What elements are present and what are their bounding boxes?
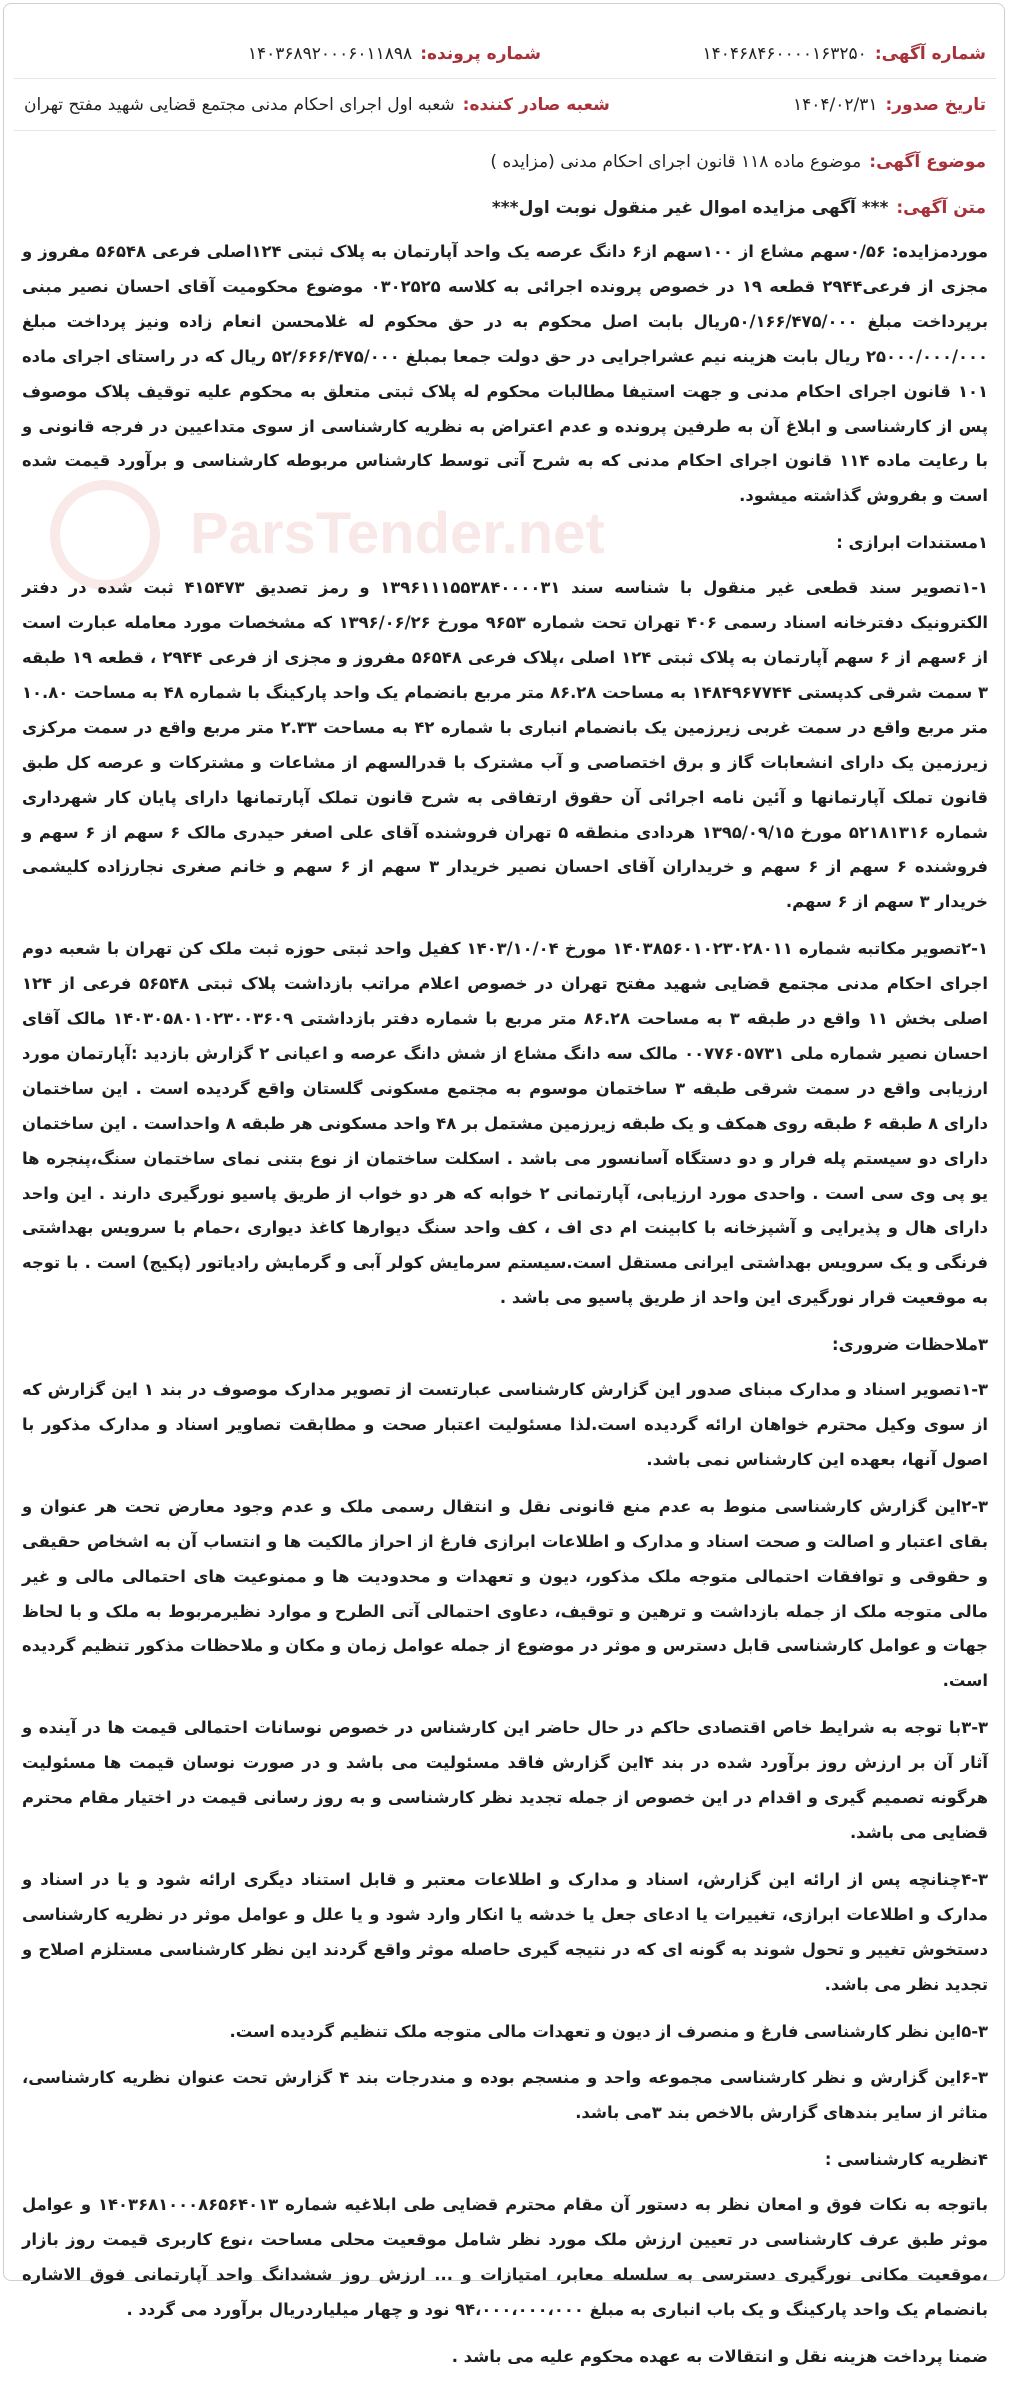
section-3-title: ۳ملاحظات ضروری: [832, 1335, 988, 1355]
subject-label: موضوع آگهی: [869, 152, 986, 172]
issuing-branch-value: شعبه اول اجرای احکام مدنی مجتمع قضایی شهید مفتح تهران [24, 95, 455, 115]
section-1-title: ۱مستندات ابرازی : [836, 533, 988, 553]
case-number-value: ۱۴۰۳۶۸۹۲۰۰۰۶۰۱۱۸۹۸ [247, 44, 413, 64]
ad-number-label: شماره آگهی: [874, 44, 986, 64]
case-number-label: شماره پرونده: [420, 44, 541, 64]
closing-paragraph: ضمنا پرداخت هزینه نقل و انتقالات به عهده محکوم علیه می باشد . [451, 2346, 988, 2366]
case-number [248, 44, 541, 64]
subject [490, 152, 986, 172]
text-label: متن آگهی: [896, 198, 986, 218]
text-title: *** آگهی مزایده اموال غیر منقول نوبت اول*** [491, 198, 889, 218]
divider [14, 78, 996, 79]
issue-date [610, 95, 986, 115]
section-3-paragraph-4: ۴-۳چنانچه پس از ارائه این گزارش، اسناد و مدارک و اطلاعات معتبر و قابل استناد دیگری ارائه شود و یا در اسناد و مدارک و اطلاعات ابرازی، تغییرات یا ادعای جعل یا خدشه یا انکار وارد شود و یا علل و عوامل موثر در نظریه کارشناسی دستخوش تغییر و تحول شوند به گونه ای که در نتیجه گیری حاصله موثر واقع گردند این نظر کارشناسی مستلزم اصلاح و تجدید نظر می باشد. [22, 1869, 988, 1994]
intro-paragraph: موردمزایده: ۰/۵۶سهم مشاع از ۱۰۰سهم از۶ دانگ عرصه یک واحد آپارتمان به پلاک ثبتی ۱۲۴اصلی فرعی ۵۶۵۴۸ مفروز و مجزی از فرعی۲۹۴۴ قطعه ۱۹ در خصوص پرونده اجرائی به کلاسه ۰۳۰۲۵۲۵ موضوع محکومیت آقای احسان نصیر مبنی برپرداخت مبلغ ۵۰/۱۶۶/۴۷۵/۰۰۰ریال بابت اصل محکوم به در حق محکوم له غلامحسن انعام زاده ونیز پرداخت مبلغ ۲۵۰۰۰/۰۰۰/۰۰۰ ریال بابت هزینه نیم عشراجرایی در حق دولت جمعا بمبلغ ۵۲/۶۶۶/۴۷۵/۰۰۰ ریال که در راستای اجرای ماده ۱۰۱ قانون اجرای احکام مدنی و جهت استیفا مطالبات محکوم له پلاک ثبتی متعلق به محکوم علیه توقیف پلاک موصوف پس از کارشناسی و ابلاغ آن به طرفین پرونده و عدم اعتراض به نظریه کارشناسی از سوی متداعیین در فرجه قانونی و با رعایت ماده ۱۱۴ قانون اجرای احکام مدنی که به شرح آتی توسط کارشناس مربوطه کارشناسی و برآورد قیمت شده است و بفروش گذاشته میشود. [22, 242, 989, 506]
issue-date-label: تاریخ صدور: [885, 95, 986, 115]
notice-body [22, 235, 988, 2387]
header-row-2 [24, 95, 986, 115]
divider [14, 130, 996, 131]
section-4-title: ۴نظریه کارشناسی : [824, 2150, 988, 2170]
subject-row [24, 152, 986, 172]
section-3-paragraph-6: ۶-۳این گزارش و نظر کارشناسی مجموعه واحد و منسجم بوده و مندرجات بند ۴ گزارش تحت عنوان نظریه کارشناسی، متاثر از سایر بندهای گزارش بالاخص بند ۳می باشد. [22, 2068, 988, 2123]
text-title-row [24, 198, 986, 218]
section-3-paragraph-5: ۵-۳این نظر کارشناسی فارغ و منصرف از دیون و تعهدات مالی متوجه ملک تنظیم گردیده است. [229, 2021, 988, 2041]
section-1-paragraph-2: ۲-۱تصویر مکاتبه شماره ۱۴۰۳۸۵۶۰۱۰۲۳۰۲۸۰۱۱ مورخ ۱۴۰۳/۱۰/۰۴ کفیل واحد ثبتی حوزه ثبت ملک کن تهران با شعبه دوم اجرای احکام مدنی مجتمع قضایی شهید مفتح تهران در خصوص اعلام مراتب بازداشت پلاک ثبتی ۵۶۵۴۸ فرعی از ۱۲۴ اصلی بخش ۱۱ واقع در طبقه ۳ به مساحت ۸۶.۲۸ متر مربع با شماره دفتر بازداشتی ۱۴۰۳۰۵۸۰۱۰۲۳۰۰۳۶۰۹ مالک آقای احسان نصیر شماره ملی ۰۰۷۷۶۰۵۷۳۱ مالک سه دانگ مشاع از شش دانگ عرصه و اعیانی ۲ گزارش بازدید :آپارتمان مورد ارزیابی واقع در سمت شرقی طبقه ۳ ساختمان موسوم به مجتمع مسکونی گلستان واقع گردیده است . این ساختمان دارای ۸ طبقه ۶ طبقه روی همکف و یک طبقه زیرزمین مشتمل بر ۴۸ واحد مسکونی هر طبقه ۸ واحداست . این ساختمان دارای دو سیستم پله فرار و دو دستگاه آسانسور می باشد . اسکلت ساختمان از نوع بتنی نمای ساختمان سنگ،پنجره ها یو پی وی سی است . واحدی مورد ارزیابی، آپارتمانی ۲ خوابه که هر دو خواب از طریق پاسیو نورگیری دارند . این واحد دارای هال و پذیرایی و آشپزخانه با کابینت ام دی اف ، کف واحد سنگ دیوارها کاغذ دیواری ،حمام با سرویس بهداشتی فرنگی و یک سرویس بهداشتی ایرانی مستقل است.سیستم سرمایش کولر آبی و گرمایش رادیاتور (پکیج) است . با توجه به موقعیت قرار نورگیری این واحد از طریق پاسیو می باشد . [22, 939, 988, 1308]
section-1-paragraph-1: ۱-۱تصویر سند قطعی غیر منقول با شناسه سند ۱۳۹۶۱۱۱۵۵۳۸۴۰۰۰۰۳۱ و رمز تصدیق ۴۱۵۴۷۳ ثبت شده در دفتر الکترونیک دفترخانه اسناد رسمی ۴۰۶ تهران تحت شماره ۹۶۵۳ مورخ ۱۳۹۶/۰۶/۲۶ که مشخصات مورد معامله عبارت است از ۶سهم از ۶ سهم آپارتمان به پلاک ثبتی ۱۲۴ اصلی ،پلاک فرعی ۵۶۵۴۸ مفروز و مجزی از فرعی ۲۹۴۴ ، قطعه ۱۹ طبقه ۳ سمت شرقی کدپستی ۱۴۸۴۹۶۷۷۴۴ به مساحت ۸۶.۲۸ متر مربع بانضمام یک واحد پارکینگ با شماره ۴۸ به مساحت ۱۰.۸۰ متر مربع واقع در سمت غربی زیرزمین یک بانضمام انباری با شماره ۴۲ به مساحت ۲.۳۳ متر مربع واقع در سمت مرکزی زیرزمین یک دارای انشعابات گاز و برق اختصاصی و آب مشترک با قدرالسهم از مشاعات و مشترکات و عرصه کل طبق قانون تملک آپارتمانها و آئین نامه اجرائی آن حقوق ارتفاقی به شرح قانون تملک آپارتمانها دارای پایان کار شهرداری شماره ۵۲۱۸۱۳۱۶ مورخ ۱۳۹۵/۰۹/۱۵ هردادی منطقه ۵ تهران فروشنده آقای علی اصغر حیدری مالک ۶ سهم از ۶ سهم و فروشنده ۶ سهم از ۶ سهم و خریداران آقای احسان نصیر خریدار ۳ سهم از ۶ سهم و خانم صغری نجارزاده کلیشمی خریدار ۳ سهم از ۶ سهم. [22, 578, 989, 912]
section-3-paragraph-3: ۳-۳با توجه به شرایط خاص اقتصادی حاکم در حال حاضر این کارشناس در خصوص نوسانات احتمالی قیمت ها در آینده و آثار آن بر ارزش روز برآورد شده در بند ۴این گزارش فاقد مسئولیت می باشد و در صورت نوسان قیمت ها مسئولیت هرگونه تصمیم گیری و اقدام در این خصوص از جمله تجدید نظر کارشناسی و به روز رسانی قیمت در اختیار مقام محترم قضایی می باشد. [22, 1718, 988, 1842]
ad-number-value: ۱۴۰۴۶۸۴۶۰۰۰۰۱۶۳۲۵۰ [702, 44, 867, 64]
issue-date-value: ۱۴۰۴/۰۲/۳۱ [792, 95, 878, 115]
issuing-branch-label: شعبه صادر کننده: [462, 95, 610, 115]
watermark-text: ParsTender.net [190, 501, 605, 566]
issuing-branch [24, 95, 610, 115]
subject-value: موضوع ماده ۱۱۸ قانون اجرای احکام مدنی (مزایده ) [490, 152, 862, 172]
section-4-paragraph: باتوجه به نکات فوق و امعان نظر به دستور آن مقام محترم قضایی طی ابلاغیه شماره ۱۴۰۳۶۸۱۰۰۰۸۶۵۶۴۰۱۳ و عوامل موثر طبق عرف کارشناسی در تعیین ارزش ملک مورد نظر شامل موقعیت محلی مساحت ،نوع کاربری قیمت روز بازار ،موقعیت مکانی نورگیری دسترسی به سلسله معابر، امتیازات و ... ارزش روز ششدانگ واحد آپارتمانی فوق الاشاره بانضمام یک واحد پارکینگ و یک باب انباری به مبلغ ۹۴،۰۰۰،۰۰۰،۰۰۰ نود و چهار میلیاردریال برآورد می گردد . [22, 2195, 988, 2319]
ad-text-heading [492, 198, 986, 218]
section-3-paragraph-2: ۲-۳این گزارش کارشناسی منوط به عدم منع قانونی نقل و انتقال رسمی ملک و عدم وجود معارض تحت هر عنوان و بقای اعتبار و اصالت و صحت اسناد و مدارک و اطلاعات ابرازی فارغ از احراز مالکیت ها و انتساب آن به اشخاص حقیقی و حقوقی و توافقات احتمالی متوجه ملک مذکور، دیون و تعهدات و محدودیت ها و ممنوعیت های احتمالی مالی و غیر مالی متوجه ملک از جمله بازداشت و ترهین و توقیف، دعاوی احتمالی آتی الطرح و موارد نظیرمربوط به ملک و با لحاظ جهات و عوامل کارشناسی قابل دسترس و موثر در موضوع از جمله عوامل زمان و مکان و ملاحظات مذکور تنظیم گردیده است. [22, 1496, 988, 1691]
section-3-paragraph-1: ۱-۳تصویر اسناد و مدارک مبنای صدور این گزارش کارشناسی عبارتست از تصویر مدارک موصوف در بند ۱ این گزارش که از سوی وکیل محترم خواهان ارائه گردیده است.لذا مسئولیت اعتبار صحت و مطابقت تصاویر اسناد و مدارک مذکور با اصول آنها، بعهده این کارشناس نمی باشد. [22, 1380, 988, 1469]
ad-number [541, 44, 986, 64]
header-row-1 [24, 44, 986, 64]
